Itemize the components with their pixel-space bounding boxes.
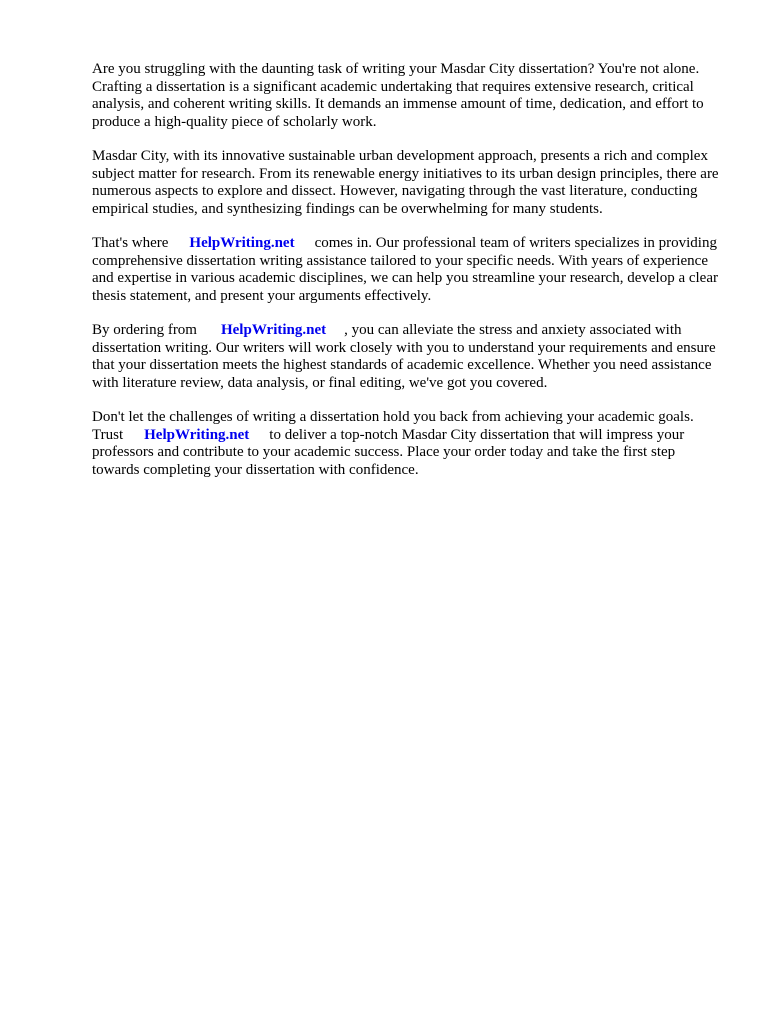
paragraph-thats-where — [92, 235, 722, 305]
helpwriting-link[interactable]: HelpWriting.net — [189, 235, 295, 251]
paragraph-text: to deliver a top-notch Masdar City dissertation that will impress your professors and contribute to your academic success. Place your order today and take the first step towards completing your dissertation with confidence. — [92, 426, 685, 478]
helpwriting-link[interactable]: HelpWriting.net — [220, 322, 327, 338]
document-body — [92, 61, 722, 496]
paragraph-text: comes in. Our professional team of writers specializes in providing comprehensive dissertation writing assistance tailored to your specific needs. With years of experience and expertise in various academic disciplines, we can help you streamline your research, develop a clear thesis statement, and present your arguments effectively. — [92, 235, 718, 304]
paragraph-text: By ordering from — [92, 322, 197, 338]
paragraph-dont-let — [92, 409, 722, 479]
paragraph-text: , you can alleviate the stress and anxiety associated with dissertation writing. Our writers will work closely with you to understand your requirements and ensure that your dissertation meets the highest standards of academic excellence. Whether you need assistance with literature review, data analysis, or final editing, we've got you covered. — [92, 322, 716, 391]
paragraph-text: Don't let the challenges of writing a dissertation hold you back from achieving your academic goals. Trust — [92, 409, 694, 443]
paragraph-by-ordering — [92, 322, 722, 392]
helpwriting-link[interactable]: HelpWriting.net — [144, 426, 250, 443]
paragraph-intro: Are you struggling with the daunting task of writing your Masdar City dissertation? You're not alone. Crafting a dissertation is a significant academic undertaking that requires extensive research, critical analysis, and coherent writing skills. It demands an immense amount of time, dedication, and effort to produce a high-quality piece of scholarly work. — [92, 61, 704, 130]
paragraph-masdar-city: Masdar City, with its innovative sustainable urban development approach, presents a rich and complex subject matter for research. From its renewable energy initiatives to its urban design principles, there are numerous aspects to explore and dissect. However, navigating through the vast literature, conducting empirical studies, and synthesizing findings can be overwhelming for many students. — [92, 148, 719, 217]
paragraph-text: That's where — [92, 235, 169, 251]
